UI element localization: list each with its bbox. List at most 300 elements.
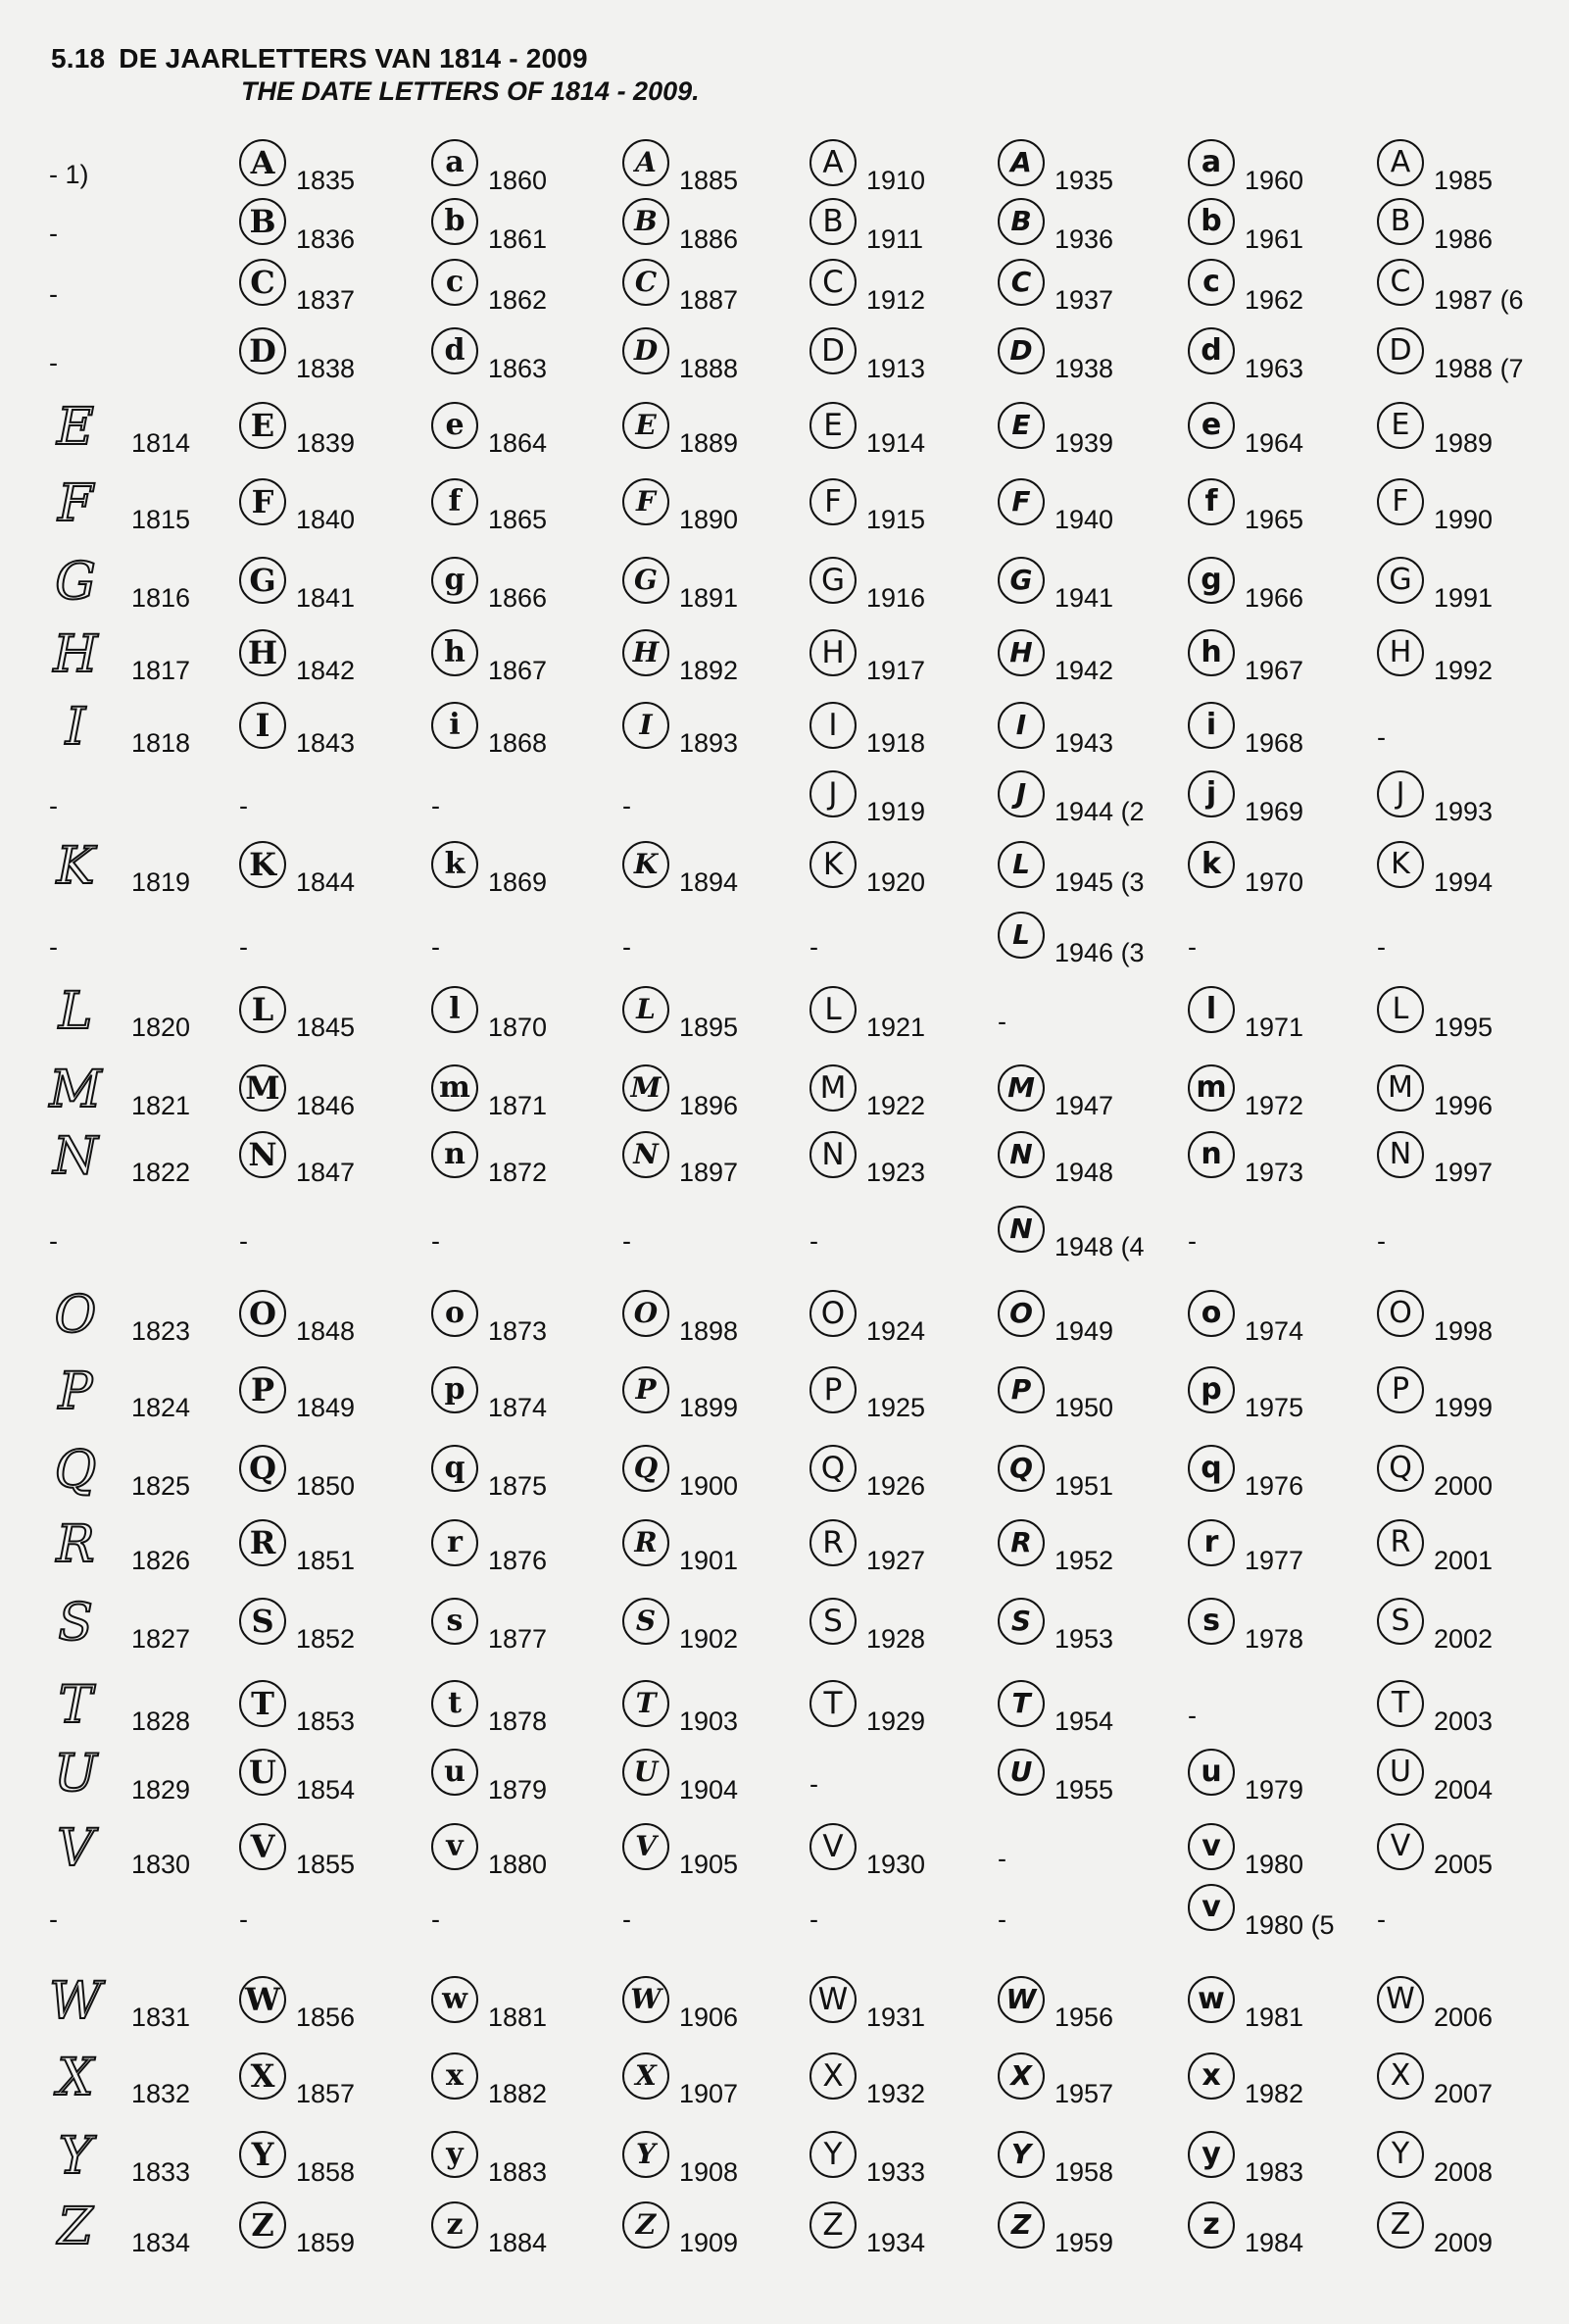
date-letter: w xyxy=(1198,1982,1225,2016)
date-letter: E xyxy=(823,407,843,443)
empty-entry-dash: - xyxy=(1377,1226,1386,1256)
date-letter-entry xyxy=(49,976,190,1045)
date-letter: C xyxy=(822,264,844,300)
date-letter-mark-icon xyxy=(1377,1519,1424,1566)
date-letter-entry xyxy=(1377,1813,1493,1882)
date-letter-year: 1952 xyxy=(1054,1546,1114,1575)
date-letter-entry xyxy=(431,1588,547,1656)
date-letter: P xyxy=(635,1373,657,1406)
date-letter-mark-icon xyxy=(49,1360,102,1423)
date-letter-year: 1893 xyxy=(679,728,739,758)
date-letter-year: 1853 xyxy=(296,1706,356,1736)
date-letter-mark-icon xyxy=(49,1125,102,1188)
date-letter: Z xyxy=(822,2206,844,2243)
date-letter: c xyxy=(1202,265,1220,299)
date-letter-year: 1844 xyxy=(296,867,356,897)
date-letter: g xyxy=(444,563,466,597)
date-letter-mark-icon xyxy=(998,139,1045,186)
date-letter-year: 1896 xyxy=(679,1091,739,1120)
empty-entry-dash: - xyxy=(998,1904,1006,1934)
date-letter-entry xyxy=(1188,1121,1303,1190)
date-letter: P xyxy=(823,1371,843,1408)
date-letter: F xyxy=(824,483,842,519)
date-letter-year: 2001 xyxy=(1434,1546,1494,1575)
date-letter-year: 1960 xyxy=(1245,166,1304,195)
date-letter-entry xyxy=(622,1670,738,1739)
date-letter-entry xyxy=(1188,1588,1303,1656)
date-letter: Z xyxy=(1010,2208,1032,2241)
date-letter-mark-icon xyxy=(49,1439,102,1502)
date-letter-entry xyxy=(1188,902,1197,970)
date-letter: t xyxy=(448,1686,462,1720)
date-letter: P xyxy=(1010,1373,1032,1406)
date-letter-mark-icon xyxy=(1377,478,1424,525)
date-letter-mark-icon xyxy=(239,259,286,306)
date-letter-entry xyxy=(49,1509,190,1578)
date-letter-year: 1884 xyxy=(488,2228,548,2257)
date-letter-mark-icon xyxy=(239,629,286,676)
date-letter-entry xyxy=(809,761,925,829)
date-letter-mark-icon xyxy=(809,1823,857,1870)
date-letter-mark-icon xyxy=(622,986,669,1033)
date-letter-year: 1850 xyxy=(296,1471,356,1501)
date-letter-entry xyxy=(431,1874,440,1943)
date-letter-mark-icon xyxy=(1188,770,1235,817)
date-letter-mark-icon xyxy=(622,2052,669,2100)
date-letter-entry xyxy=(809,392,925,461)
date-letter-year: 1974 xyxy=(1245,1316,1304,1346)
date-letter-entry xyxy=(1377,318,1524,386)
date-letter-entry xyxy=(622,1357,738,1425)
date-letter-mark-icon xyxy=(998,770,1045,817)
date-letter-mark-icon xyxy=(239,1598,286,1645)
date-letter-entry xyxy=(1188,249,1303,318)
date-letter: l xyxy=(1205,992,1217,1026)
date-letter: z xyxy=(446,2207,464,2242)
date-letter-mark-icon xyxy=(239,1749,286,1796)
date-letter: k xyxy=(1201,847,1221,881)
date-letter-entry xyxy=(49,1670,190,1739)
date-letter-mark-icon xyxy=(998,912,1045,959)
date-letter: B xyxy=(634,205,658,237)
date-letter-entry xyxy=(239,692,355,761)
date-letter-entry xyxy=(239,976,355,1045)
date-letter-entry xyxy=(809,1196,818,1264)
date-letter: Q xyxy=(633,1452,659,1484)
date-letter: Y xyxy=(251,2136,274,2173)
date-letter-year: 1968 xyxy=(1245,728,1304,758)
date-letter: W xyxy=(1386,1982,1415,2016)
empty-entry-dash: - xyxy=(809,1769,818,1799)
date-letter-mark-icon xyxy=(1377,1976,1424,2023)
date-letter-entry xyxy=(809,1670,925,1739)
date-letter-entry xyxy=(809,2121,925,2190)
date-letter-entry xyxy=(49,1966,190,2035)
date-letter-entry xyxy=(1188,188,1303,257)
date-letter-mark-icon xyxy=(1377,2131,1424,2178)
date-letter-mark-icon xyxy=(49,1674,102,1737)
date-letter-entry xyxy=(1188,1739,1303,1807)
date-letter-mark-icon xyxy=(1188,1445,1235,1492)
date-letter-year: 1846 xyxy=(296,1091,356,1120)
date-letter-entry xyxy=(622,619,738,688)
date-letter-mark-icon xyxy=(49,696,102,759)
date-letter: I xyxy=(639,709,653,741)
date-letter: J xyxy=(1396,776,1405,811)
date-letter: C xyxy=(1390,265,1411,299)
date-letter-mark-icon xyxy=(239,1366,286,1413)
date-letter-year: 1902 xyxy=(679,1624,739,1654)
date-letter-entry xyxy=(809,1357,925,1425)
date-letter-entry xyxy=(431,249,547,318)
date-letter: E xyxy=(1391,408,1410,442)
date-letter: n xyxy=(444,1137,466,1171)
date-letter-year: 2004 xyxy=(1434,1775,1494,1805)
date-letter-entry xyxy=(622,392,738,461)
date-letter-year: 1948 xyxy=(1054,1158,1114,1187)
date-letter-mark-icon xyxy=(49,1592,102,1655)
date-letter-year: 1831 xyxy=(131,2003,191,2032)
date-letter-mark-icon xyxy=(1188,259,1235,306)
date-letter-year: 1908 xyxy=(679,2157,739,2187)
date-letter: f xyxy=(448,484,462,519)
date-letter-year: 1829 xyxy=(131,1775,191,1805)
date-letter-year: 1927 xyxy=(866,1546,926,1575)
date-letter-entry xyxy=(1188,1509,1303,1578)
date-letter: I xyxy=(1015,709,1027,741)
date-letter-entry xyxy=(239,2043,355,2111)
date-letter-mark-icon xyxy=(431,1680,478,1727)
date-letter-year: 1945 (3 xyxy=(1054,867,1145,897)
date-letter: Z xyxy=(1390,2207,1411,2242)
date-letter-mark-icon xyxy=(239,557,286,604)
date-letter-mark-icon xyxy=(431,1519,478,1566)
date-letter-year: 1990 xyxy=(1434,505,1494,534)
date-letter-entry xyxy=(1377,392,1493,461)
date-letter-entry xyxy=(431,392,547,461)
date-letter-entry xyxy=(622,761,631,829)
date-letter-year: 1924 xyxy=(866,1316,926,1346)
date-letter-year: 1816 xyxy=(131,583,191,613)
date-letter-year: 1860 xyxy=(488,166,548,195)
date-letter-year: 1869 xyxy=(488,867,548,897)
date-letter-mark-icon xyxy=(49,835,102,898)
date-letter: F xyxy=(636,485,656,518)
date-letter-year: 1938 xyxy=(1054,354,1114,383)
date-letter-year: 1976 xyxy=(1245,1471,1304,1501)
date-letter-year: 1815 xyxy=(131,505,191,534)
empty-entry-dash: - xyxy=(622,791,631,820)
date-letter-mark-icon xyxy=(998,1366,1045,1413)
empty-entry-dash: - xyxy=(239,932,248,962)
date-letter: j xyxy=(1205,776,1217,811)
date-letter-mark-icon xyxy=(1377,402,1424,449)
date-letter-year: 1948 (4 xyxy=(1054,1232,1145,1261)
date-letter-year: 2002 xyxy=(1434,1624,1494,1654)
date-letter-entry xyxy=(431,2043,547,2111)
date-letter-year: 1855 xyxy=(296,1850,356,1879)
date-letter-entry xyxy=(49,392,190,461)
date-letter-mark-icon xyxy=(809,1290,857,1337)
date-letter: S xyxy=(823,1603,843,1639)
date-letter-entry xyxy=(1377,1739,1493,1807)
date-letter-entry xyxy=(1377,1280,1493,1349)
date-letter-year: 1849 xyxy=(296,1393,356,1422)
date-letter-entry xyxy=(809,976,925,1045)
date-letter-entry xyxy=(998,1739,1113,1807)
date-letter-entry xyxy=(622,1966,738,2035)
date-letter: G xyxy=(1009,564,1033,596)
date-letter-entry xyxy=(431,1435,547,1504)
date-letter: A xyxy=(635,146,657,178)
empty-entry-dash: - xyxy=(49,1226,58,1256)
date-letter: W xyxy=(630,1983,662,2015)
date-letter: v xyxy=(446,1829,464,1863)
date-letter: Y xyxy=(636,2138,656,2170)
date-letter-entry xyxy=(622,976,738,1045)
date-letter-year: 1864 xyxy=(488,428,548,458)
date-letter-entry xyxy=(1377,547,1493,616)
date-letter-entry xyxy=(622,318,738,386)
date-letter-entry xyxy=(998,1874,1006,1943)
date-letter-entry xyxy=(809,1509,925,1578)
date-letter-mark-icon xyxy=(998,402,1045,449)
date-letter-entry xyxy=(431,1357,547,1425)
date-letter-entry xyxy=(622,1196,631,1264)
date-letter: L xyxy=(251,991,274,1028)
date-letter: d xyxy=(1201,333,1222,368)
date-letter-mark-icon xyxy=(1377,1064,1424,1112)
date-letter-entry xyxy=(1188,619,1303,688)
date-letter-year: 1822 xyxy=(131,1158,191,1187)
date-letter-entry xyxy=(49,1874,58,1943)
date-letter: N xyxy=(248,1136,277,1173)
date-letter-entry xyxy=(431,1966,547,2035)
date-letter: M xyxy=(49,1061,102,1119)
date-letter-entry xyxy=(622,1121,738,1190)
date-letter-mark-icon xyxy=(431,1366,478,1413)
date-letter-mark-icon xyxy=(431,1131,478,1178)
date-letter-entry xyxy=(998,1813,1006,1882)
date-letter-year: 1919 xyxy=(866,797,926,826)
date-letter-mark-icon xyxy=(239,1131,286,1178)
date-letter: S xyxy=(1391,1604,1410,1638)
date-letter: W xyxy=(817,1981,849,2017)
date-letter-year: 1904 xyxy=(679,1775,739,1805)
date-letter-mark-icon xyxy=(431,1445,478,1492)
date-letter: o xyxy=(1201,1296,1222,1330)
date-letter-year: 1874 xyxy=(488,1393,548,1422)
date-letter-year: 1858 xyxy=(296,2157,356,2187)
date-letter: L xyxy=(636,993,656,1025)
date-letter-entry xyxy=(809,188,923,257)
date-letter-entry xyxy=(239,2121,355,2190)
date-letter-entry xyxy=(998,761,1145,829)
date-letter-entry xyxy=(239,1966,355,2035)
date-letter-year: 1899 xyxy=(679,1393,739,1422)
date-letter: R xyxy=(634,1526,658,1558)
date-letter: U xyxy=(1009,1755,1033,1788)
date-letter-entry xyxy=(998,1509,1113,1578)
date-letter-entry xyxy=(809,831,925,900)
date-letter-entry xyxy=(239,318,355,386)
date-letter-year: 1995 xyxy=(1434,1013,1494,1042)
date-letter: K xyxy=(1391,847,1410,881)
date-letter-year: 1875 xyxy=(488,1471,548,1501)
date-letter-year: 1913 xyxy=(866,354,926,383)
date-letter-entry xyxy=(809,1813,925,1882)
date-letter: V xyxy=(57,1819,94,1878)
date-letter-year: 1950 xyxy=(1054,1393,1114,1422)
date-letter: V xyxy=(1390,1829,1411,1863)
date-letter-year: 1882 xyxy=(488,2079,548,2108)
date-letter-entry xyxy=(809,318,925,386)
date-letter-year: 1843 xyxy=(296,728,356,758)
date-letter: e xyxy=(445,408,465,442)
date-letter-entry xyxy=(49,1357,190,1425)
date-letter-mark-icon xyxy=(1377,1366,1424,1413)
date-letter: S xyxy=(58,1594,93,1653)
date-letter-mark-icon xyxy=(49,2047,102,2109)
date-letter-entry xyxy=(49,547,190,616)
date-letter-mark-icon xyxy=(1377,1680,1424,1727)
date-letter-year: 1881 xyxy=(488,2003,548,2032)
date-letter-entry xyxy=(239,249,355,318)
date-letter-year: 1887 xyxy=(679,285,739,315)
date-letter-mark-icon xyxy=(431,1749,478,1796)
date-letter: y xyxy=(446,2137,464,2171)
date-letter-year: 1857 xyxy=(296,2079,356,2108)
date-letter-entry xyxy=(1377,2043,1493,2111)
date-letter-mark-icon xyxy=(809,1680,857,1727)
date-letter-mark-icon xyxy=(1377,198,1424,245)
date-letter-year: 1898 xyxy=(679,1316,739,1346)
empty-entry-dash: - xyxy=(998,1844,1006,1873)
date-letter-year: 1917 xyxy=(866,656,926,685)
date-letter-mark-icon xyxy=(431,629,478,676)
date-letter-mark-icon xyxy=(431,2131,478,2178)
date-letter-year: 1862 xyxy=(488,285,548,315)
date-letter-year: 1981 xyxy=(1245,2003,1304,2032)
date-letter-year: 1880 xyxy=(488,1850,548,1879)
date-letter-entry xyxy=(1188,1196,1197,1264)
date-letter: Q xyxy=(820,1450,846,1486)
empty-entry-dash: - xyxy=(1377,932,1386,962)
date-letter-year: 1877 xyxy=(488,1624,548,1654)
date-letter-entry xyxy=(431,2121,547,2190)
date-letter: D xyxy=(1009,334,1033,367)
date-letter-year: 1964 xyxy=(1245,428,1304,458)
date-letter-entry xyxy=(431,1280,547,1349)
date-letter-year: 1854 xyxy=(296,1775,356,1805)
date-letter-mark-icon xyxy=(239,2052,286,2100)
date-letter: R xyxy=(822,1524,844,1560)
date-letter: M xyxy=(245,1069,280,1107)
date-letter: m xyxy=(1196,1070,1227,1105)
date-letter-year: 1900 xyxy=(679,1471,739,1501)
empty-entry-dash: - xyxy=(1188,932,1197,962)
date-letter-entry xyxy=(622,249,738,318)
date-letter-entry xyxy=(809,2043,925,2111)
date-letter-entry xyxy=(49,2121,190,2190)
date-letter-entry xyxy=(809,692,925,761)
date-letter-mark-icon xyxy=(998,1680,1045,1727)
date-letter-year: 1897 xyxy=(679,1158,739,1187)
date-letter: W xyxy=(1005,1983,1037,2015)
date-letter-mark-icon xyxy=(622,841,669,888)
date-letter-year: 1833 xyxy=(131,2157,191,2187)
date-letter-mark-icon xyxy=(49,980,102,1043)
date-letter-year: 2006 xyxy=(1434,2003,1494,2032)
date-letter: q xyxy=(1201,1451,1222,1485)
date-letter: J xyxy=(1015,777,1027,810)
date-letter-mark-icon xyxy=(998,1131,1045,1178)
date-letter-entry xyxy=(809,1435,925,1504)
date-letter: N xyxy=(1009,1212,1033,1245)
date-letter-entry xyxy=(1188,1435,1303,1504)
date-letter-entry xyxy=(998,188,1113,257)
date-letter: o xyxy=(444,1296,465,1330)
date-letter: a xyxy=(445,145,465,179)
date-letter-mark-icon xyxy=(1188,1823,1235,1870)
date-letter-mark-icon xyxy=(1188,2131,1235,2178)
date-letter: K xyxy=(249,846,276,883)
date-letter-entry xyxy=(239,2192,355,2260)
date-letter-entry xyxy=(431,761,440,829)
date-letter-entry xyxy=(49,1588,190,1656)
date-letter: Y xyxy=(823,2136,843,2172)
date-letter: N xyxy=(821,1136,845,1172)
date-letter-entry xyxy=(239,188,355,257)
date-letter-year: 1946 (3 xyxy=(1054,938,1145,967)
date-letter-mark-icon xyxy=(998,1064,1045,1112)
date-letter: u xyxy=(444,1755,466,1789)
date-letter-year: 1873 xyxy=(488,1316,548,1346)
date-letter-entry xyxy=(1377,1670,1493,1739)
date-letter-year: 1961 xyxy=(1245,224,1304,254)
date-letter-entry xyxy=(49,902,58,970)
date-letter-mark-icon xyxy=(1377,259,1424,306)
date-letter-mark-icon xyxy=(809,841,857,888)
date-letter-mark-icon xyxy=(49,396,102,459)
date-letter: G xyxy=(55,553,96,612)
date-letter-entry xyxy=(809,249,925,318)
date-letter-year: 1836 xyxy=(296,224,356,254)
date-letter-mark-icon xyxy=(49,2125,102,2188)
date-letter: i xyxy=(449,708,461,742)
date-letter-entry xyxy=(809,1121,925,1190)
date-letter-entry xyxy=(431,1196,440,1264)
date-letter: T xyxy=(58,1676,93,1735)
date-letter-entry xyxy=(622,1874,631,1943)
date-letter-year: 1823 xyxy=(131,1316,191,1346)
date-letter: G xyxy=(249,562,276,599)
date-letter-year: 1851 xyxy=(296,1546,356,1575)
date-letter-entry xyxy=(431,1739,547,1807)
date-letter-entry xyxy=(622,1055,738,1123)
date-letter-mark-icon xyxy=(809,198,857,245)
date-letter: U xyxy=(54,1745,97,1804)
date-letter-entry xyxy=(49,1055,190,1123)
date-letter: N xyxy=(53,1127,98,1186)
date-letter-entry xyxy=(809,1739,818,1807)
date-letter-mark-icon xyxy=(239,1823,286,1870)
date-letter-entry xyxy=(49,318,58,386)
date-letter-entry xyxy=(239,1874,248,1943)
date-letter-entry xyxy=(998,469,1113,537)
date-letter-mark-icon xyxy=(1188,1064,1235,1112)
date-letter-entry xyxy=(431,1813,547,1882)
